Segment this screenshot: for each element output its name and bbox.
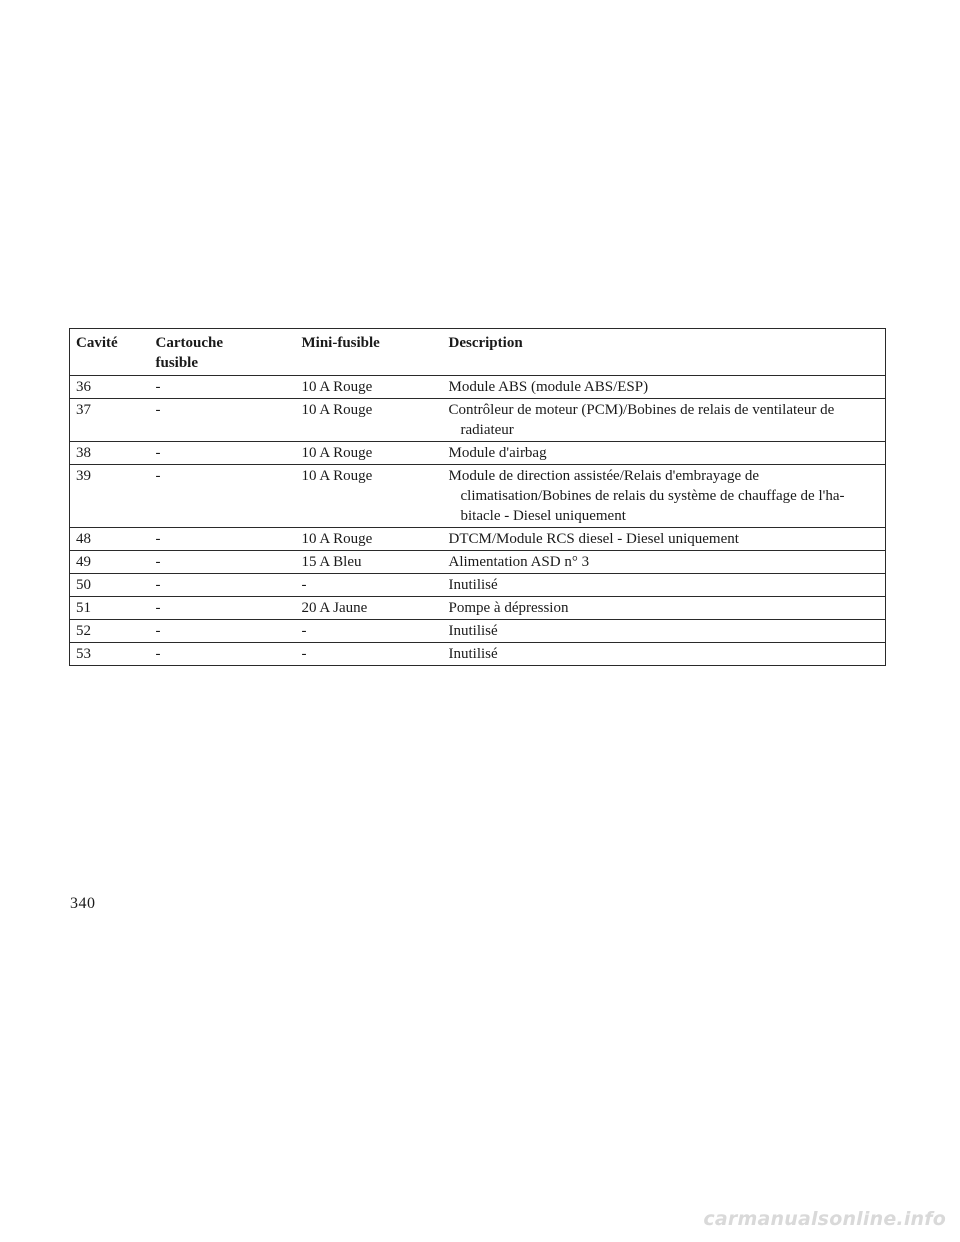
header-description: Description — [443, 329, 886, 376]
cell-cavite: 48 — [70, 528, 150, 551]
cell-cartouche: - — [150, 376, 296, 399]
cell-cartouche: - — [150, 574, 296, 597]
cell-cavite: 51 — [70, 597, 150, 620]
cell-cavite: 49 — [70, 551, 150, 574]
cell-cavite: 50 — [70, 574, 150, 597]
cell-mini-fusible: - — [296, 620, 443, 643]
header-cartouche: Cartouche fusible — [150, 329, 296, 376]
description-text: Module ABS (module ABS/ESP) — [448, 379, 649, 395]
cell-description — [443, 528, 886, 551]
table-row — [70, 620, 886, 643]
cell-cavite: 52 — [70, 620, 150, 643]
cell-cartouche: - — [150, 465, 296, 528]
header-cavite: Cavité — [70, 329, 150, 376]
cell-mini-fusible: 10 A Rouge — [296, 465, 443, 528]
cell-description — [443, 442, 886, 465]
header-mini-fusible: Mini-fusible — [296, 329, 443, 376]
table-row — [70, 399, 886, 442]
cell-cavite: 53 — [70, 643, 150, 666]
cell-description — [443, 551, 886, 574]
cell-description — [443, 465, 886, 528]
description-text: Pompe à dépression — [448, 600, 569, 616]
cell-cavite: 37 — [70, 399, 150, 442]
table-row — [70, 643, 886, 666]
cell-description — [443, 574, 886, 597]
cell-mini-fusible: 10 A Rouge — [296, 528, 443, 551]
cell-cartouche: - — [150, 399, 296, 442]
table-header-row — [70, 329, 886, 376]
page-number: 340 — [70, 895, 96, 912]
description-text: Module d'airbag — [448, 445, 547, 461]
description-text: Module de direction assistée/Relais d'embrayage de climatisation/Bobines de relais du système de chauffage de l'ha-bitacle - Diesel uniquement — [448, 468, 845, 524]
description-text: DTCM/Module RCS diesel - Diesel uniquement — [448, 531, 739, 547]
cell-cartouche: - — [150, 551, 296, 574]
table-row — [70, 597, 886, 620]
cell-description — [443, 399, 886, 442]
table-row — [70, 528, 886, 551]
description-text: Inutilisé — [448, 577, 498, 593]
cell-cartouche: - — [150, 442, 296, 465]
cell-cartouche: - — [150, 528, 296, 551]
cell-mini-fusible: 10 A Rouge — [296, 399, 443, 442]
description-text: Alimentation ASD n° 3 — [448, 554, 590, 570]
cell-mini-fusible: 15 A Bleu — [296, 551, 443, 574]
cell-cartouche: - — [150, 597, 296, 620]
watermark: carmanualsonline.info — [703, 1208, 946, 1230]
description-text: Contrôleur de moteur (PCM)/Bobines de relais de ventilateur de radiateur — [448, 402, 835, 438]
cell-cavite: 36 — [70, 376, 150, 399]
description-text: Inutilisé — [448, 623, 498, 639]
cell-mini-fusible: - — [296, 643, 443, 666]
cell-cavite: 38 — [70, 442, 150, 465]
fuse-table — [69, 328, 886, 666]
cell-description — [443, 597, 886, 620]
cell-cavite: 39 — [70, 465, 150, 528]
table-row — [70, 465, 886, 528]
cell-cartouche: - — [150, 620, 296, 643]
cell-description — [443, 643, 886, 666]
table-row — [70, 376, 886, 399]
cell-mini-fusible: 10 A Rouge — [296, 376, 443, 399]
cell-mini-fusible: 10 A Rouge — [296, 442, 443, 465]
table-row — [70, 574, 886, 597]
cell-description — [443, 620, 886, 643]
description-text: Inutilisé — [448, 646, 498, 662]
cell-cartouche: - — [150, 643, 296, 666]
cell-mini-fusible: - — [296, 574, 443, 597]
cell-mini-fusible: 20 A Jaune — [296, 597, 443, 620]
table-row — [70, 442, 886, 465]
table-row — [70, 551, 886, 574]
cell-description — [443, 376, 886, 399]
